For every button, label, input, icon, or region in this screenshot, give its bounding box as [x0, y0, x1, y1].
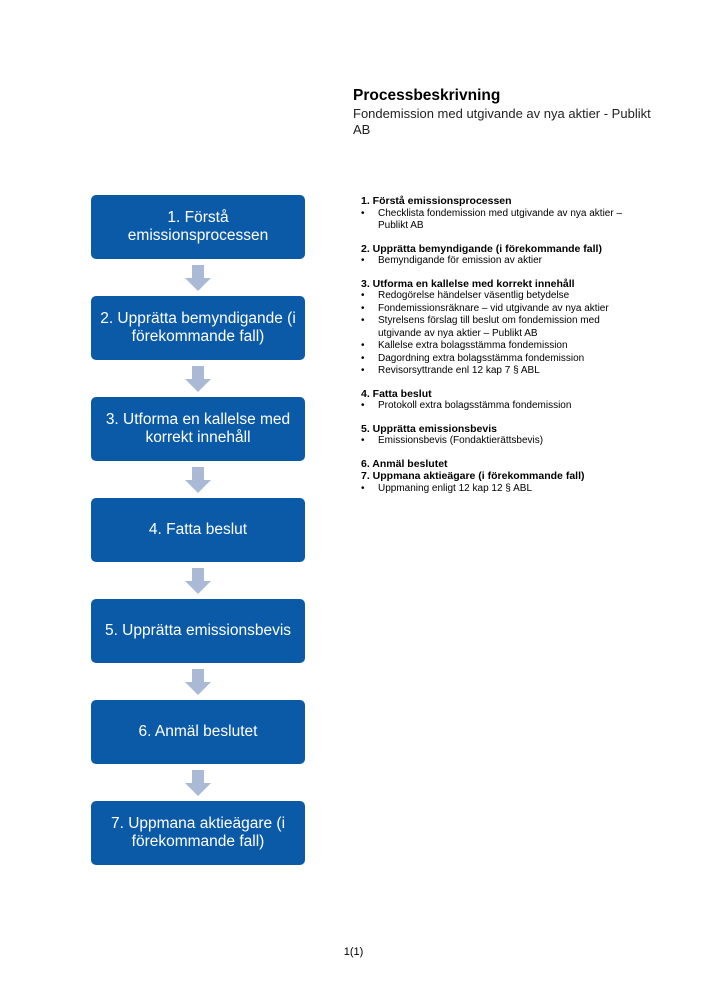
list-section — [361, 195, 631, 233]
page-subtitle: Fondemission med utgivande av nya aktier - Publikt AB — [353, 106, 651, 137]
down-arrow-icon — [91, 562, 305, 599]
section-heading: 7. Uppmana aktieägare (i förekommande fall) — [361, 470, 585, 482]
down-arrow-icon — [91, 259, 305, 296]
page-number: 1(1) — [343, 946, 364, 958]
down-arrow-icon — [91, 461, 305, 498]
list-section — [361, 278, 631, 378]
down-arrow-icon — [91, 764, 305, 801]
list-item: • Kallelse extra bolagsstämma fondemission — [361, 340, 631, 353]
list-item: • Emissionsbevis (Fondaktierättsbevis) — [361, 435, 631, 448]
down-arrow-icon — [91, 663, 305, 700]
list-item: • Checklista fondemission med utgivande av nya aktier – Publikt AB — [361, 208, 631, 233]
list-item: • Bemyndigande för emission av aktier — [361, 255, 631, 268]
section-heading: 6. Anmäl beslutet — [361, 457, 448, 470]
header — [353, 87, 653, 138]
flow-step-3: 3. Utforma en kallelse med korrekt innehåll — [91, 397, 305, 461]
section-heading: 2. Upprätta bemyndigande (i förekommande fall) — [361, 242, 602, 255]
list-item: • Dagordning extra bolagsstämma fondemission — [361, 353, 631, 366]
flow-step-7: 7. Uppmana aktieägare (i förekommande fall) — [91, 801, 305, 865]
section-heading: 5. Upprätta emissionsbevis — [361, 422, 497, 435]
list-section — [361, 423, 631, 448]
list-item: • Revisorsyttrande enl 12 kap 7 § ABL — [361, 365, 631, 378]
list-item: • Fondemissionsräknare – vid utgivande av nya aktier — [361, 303, 631, 316]
list-section — [361, 243, 631, 268]
list-item: • Redogörelse händelser väsentlig betydelse — [361, 290, 631, 303]
list-section — [361, 388, 631, 413]
page-title: Processbeskrivning — [353, 87, 501, 104]
flow-step-5: 5. Upprätta emissionsbevis — [91, 599, 305, 663]
flow-step-6: 6. Anmäl beslutet — [91, 700, 305, 764]
list-item: • Uppmaning enligt 12 kap 12 § ABL — [361, 483, 631, 496]
process-flowchart — [91, 195, 305, 865]
list-section — [361, 470, 631, 495]
section-heading: 1. Förstå emissionsprocessen — [361, 195, 512, 207]
list-section — [361, 458, 631, 471]
section-heading: 4. Fatta beslut — [361, 387, 432, 400]
down-arrow-icon — [91, 360, 305, 397]
list-item: • Styrelsens förslag till beslut om fondemission med utgivande av nya aktier – Publikt AB — [361, 315, 631, 340]
flow-step-2: 2. Upprätta bemyndigande (i förekommande fall) — [91, 296, 305, 360]
section-heading: 3. Utforma en kallelse med korrekt innehåll — [361, 277, 575, 290]
document-list — [361, 195, 631, 505]
flow-step-1: 1. Förstå emissionsprocessen — [91, 195, 305, 259]
list-item: • Protokoll extra bolagsstämma fondemission — [361, 400, 631, 413]
flow-step-4: 4. Fatta beslut — [91, 498, 305, 562]
